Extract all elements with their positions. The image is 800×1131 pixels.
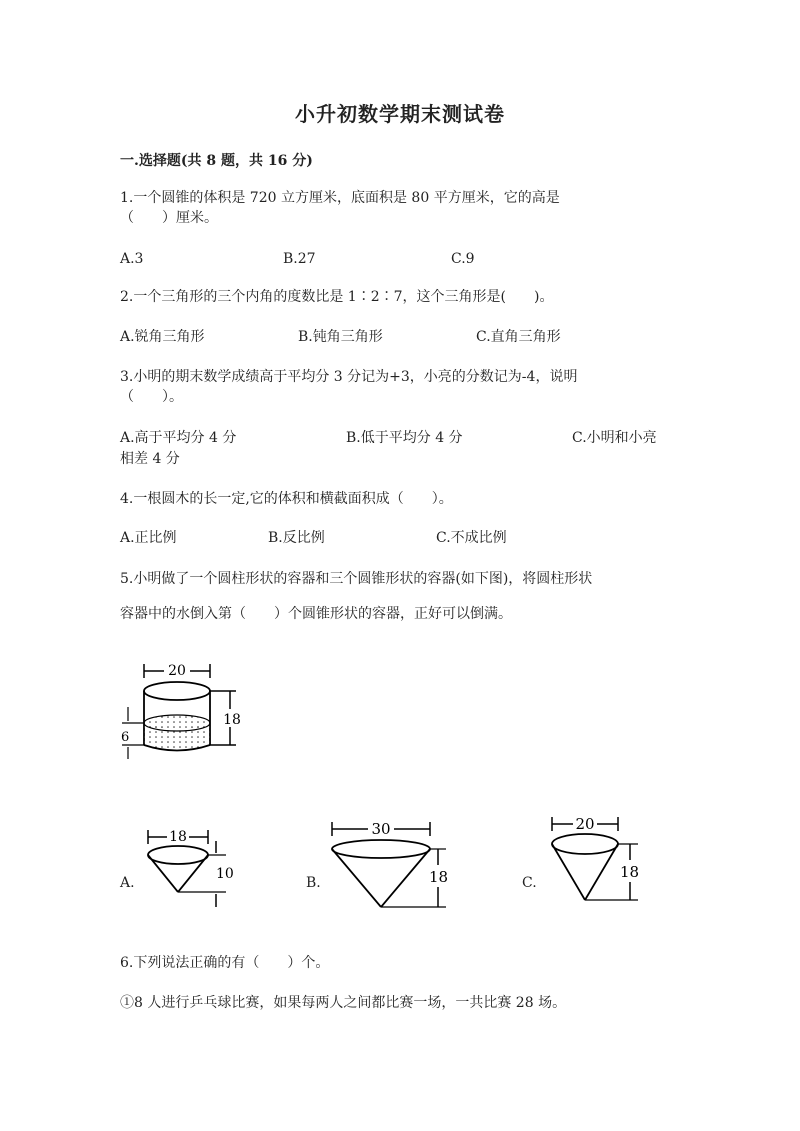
q1-text-line2: （ ）厘米。 xyxy=(120,210,218,226)
cylinder-height-label: 18 xyxy=(223,712,241,728)
q1-option-c: C.9 xyxy=(451,251,475,267)
cone-a-diameter-label: 18 xyxy=(169,829,187,845)
q3-option-b: B.低于平均分 4 分 xyxy=(346,430,463,446)
cylinder-water-label: 6 xyxy=(121,730,130,745)
q4-option-b: B.反比例 xyxy=(268,530,325,546)
q3-option-c-continued: 相差 4 分 xyxy=(120,451,180,467)
q5-text-line1: 5.小明做了一个圆柱形状的容器和三个圆锥形状的容器(如下图)，将圆柱形状 xyxy=(120,571,593,587)
cone-b-diameter-label: 30 xyxy=(371,820,391,838)
q2-option-a: A.锐角三角形 xyxy=(120,329,205,345)
q2-text: 2.一个三角形的三个内角的度数比是 1∶2∶7，这个三角形是( )。 xyxy=(120,289,554,305)
cylinder-diameter-label: 20 xyxy=(168,663,186,679)
q6-item-1: ①8 人进行乒乓球比赛，如果每两人之间都比赛一场，一共比赛 28 场。 xyxy=(120,995,567,1011)
q2-option-c: C.直角三角形 xyxy=(476,329,561,345)
cone-b-figure xyxy=(326,815,456,915)
q3-option-c: C.小明和小亮 xyxy=(572,430,657,446)
q6-text: 6.下列说法正确的有（ ）个。 xyxy=(120,955,330,971)
cone-c-diameter-label: 20 xyxy=(575,815,595,833)
page-title: 小升初数学期末测试卷 xyxy=(295,102,505,126)
q4-option-c: C.不成比例 xyxy=(436,530,507,546)
q5-text-line2: 容器中的水倒入第（ ）个圆锥形状的容器，正好可以倒满。 xyxy=(120,606,512,622)
q3-text-line1: 3.小明的期末数学成绩高于平均分 3 分记为+3，小亮的分数记为-4，说明 xyxy=(120,369,578,385)
cone-c-height-label: 18 xyxy=(620,863,640,881)
q3-text-line2: （ ）。 xyxy=(120,389,183,405)
section-heading: 一.选择题(共 8 题，共 16 分) xyxy=(120,153,313,169)
cone-b-height-label: 18 xyxy=(429,868,449,886)
q1-option-a: A.3 xyxy=(120,251,144,267)
q4-option-a: A.正比例 xyxy=(120,530,177,546)
cone-a-label: A. xyxy=(120,875,135,891)
q1-option-b: B.27 xyxy=(283,251,316,267)
cone-a-figure xyxy=(142,823,242,913)
cone-b-label: B. xyxy=(306,875,321,891)
cone-c-label: C. xyxy=(522,875,537,891)
q4-text: 4.一根圆木的长一定,它的体积和横截面积成（ ）。 xyxy=(120,491,453,507)
q2-option-b: B.钝角三角形 xyxy=(298,329,383,345)
cylinder-figure xyxy=(118,655,258,765)
cone-a-height-label: 10 xyxy=(216,866,234,882)
q3-option-a: A.高于平均分 4 分 xyxy=(120,430,237,446)
q1-text-line1: 1.一个圆锥的体积是 720 立方厘米，底面积是 80 平方厘米，它的高是 xyxy=(120,190,560,206)
cone-c-figure xyxy=(546,812,646,912)
